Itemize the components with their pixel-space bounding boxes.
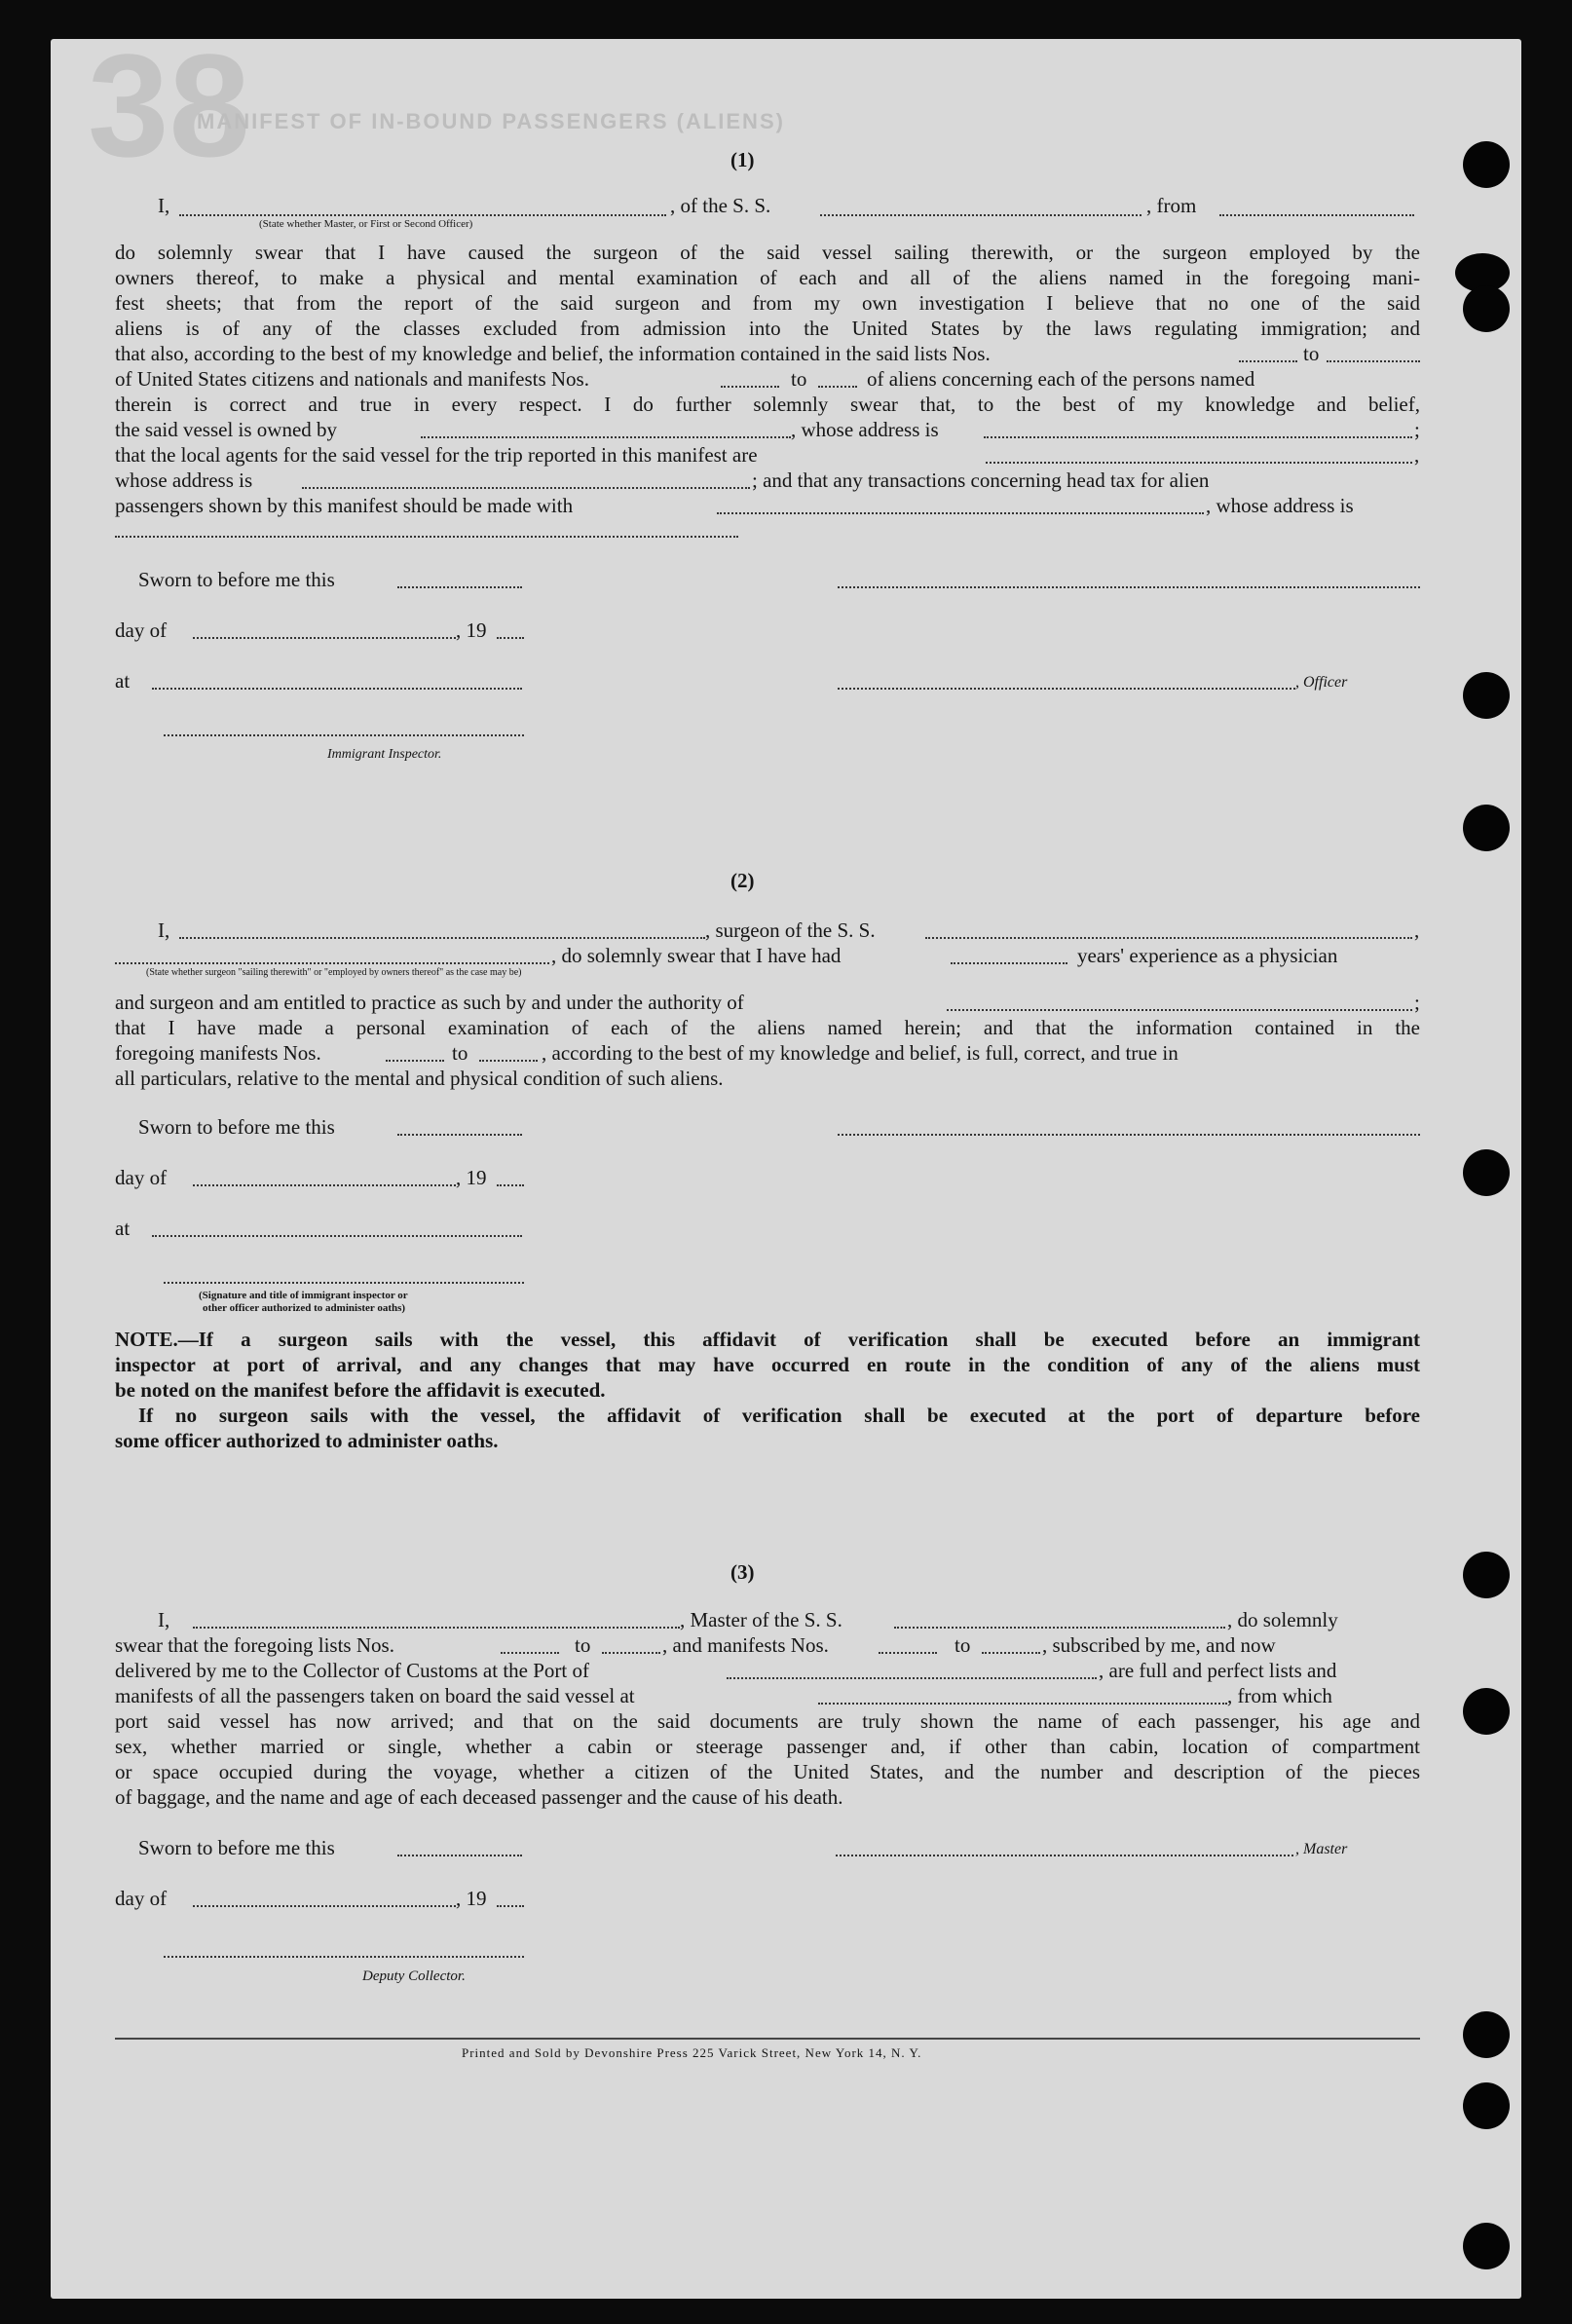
s2-status-hint: (State whether surgeon "sailing therewith" or "employed by owners thereof" as the case may be) <box>146 967 522 978</box>
s1-manifests-from-field[interactable] <box>721 386 779 388</box>
s3-para-line-1a: swear that the foregoing lists Nos. <box>115 1633 394 1657</box>
s1-head-tax-address-field[interactable] <box>115 536 738 538</box>
s1-para-line-2: owners thereof, to make a physical and mental examination of each and all of the aliens named in the foregoing mani- <box>115 266 1420 289</box>
s1-para-line-8b: , whose address is <box>791 418 939 441</box>
s1-para-line-8c: ; <box>1414 418 1420 441</box>
s3-master-ss: , Master of the S. S. <box>680 1608 842 1631</box>
s2-para-line-3a: foregoing manifests Nos. <box>115 1041 321 1065</box>
s1-manifests-to-field[interactable] <box>818 386 857 388</box>
s2-sig-hint-1: (Signature and title of immigrant inspector or <box>199 1290 408 1301</box>
s2-para-line-2: that I have made a personal examination of each of the aliens named herein; and that the information contained in the <box>115 1016 1420 1039</box>
s2-day-of-field[interactable] <box>193 1184 456 1186</box>
s3-sworn-label: Sworn to before me this <box>138 1836 335 1859</box>
s3-para-line-2b: , are full and perfect lists and <box>1099 1659 1337 1682</box>
s2-surgeon-signature-field[interactable] <box>838 1134 1420 1136</box>
s2-para-line-3c: , according to the best of my knowledge and belief, is full, correct, and true in <box>542 1041 1179 1065</box>
s2-vessel-field[interactable] <box>925 937 1412 939</box>
s1-para-line-11b: , whose address is <box>1206 494 1354 517</box>
note-line-4: If no surgeon sails with the vessel, the affidavit of verification shall be executed at the port of departure before <box>138 1404 1420 1427</box>
s1-para-line-5a: that also, according to the best of my knowledge and belief, the information contained in the said lists Nos. <box>115 342 991 365</box>
s1-sworn-date-field[interactable] <box>397 586 522 588</box>
s3-master-label: , Master <box>1295 1841 1348 1857</box>
punch-hole-11 <box>1463 2223 1510 2269</box>
s2-swear: , do solemnly swear that I have had <box>551 944 842 967</box>
s1-lists-to-field[interactable] <box>1327 360 1420 362</box>
s3-deputy-label: Deputy Collector. <box>362 1968 466 1984</box>
s3-lists-to-field[interactable] <box>602 1652 660 1654</box>
s3-para-line-1b: to <box>575 1633 591 1657</box>
s3-para-line-3a: manifests of all the passengers taken on board the said vessel at <box>115 1684 635 1707</box>
s2-surgeon-status-field[interactable] <box>115 962 549 964</box>
s3-i: I, <box>158 1608 170 1631</box>
s3-year-field[interactable] <box>497 1905 524 1907</box>
s1-para-line-9a: that the local agents for the said vessel for the trip reported in this manifest are <box>115 443 758 467</box>
s1-from: , from <box>1146 194 1197 217</box>
s1-officer-name-field[interactable] <box>179 214 666 216</box>
s1-para-line-9b: , <box>1414 443 1420 467</box>
s1-owner-field[interactable] <box>421 436 791 438</box>
note-line-3: be noted on the manifest before the affidavit is executed. <box>115 1378 606 1402</box>
s1-para-line-6a: of United States citizens and nationals and manifests Nos. <box>115 367 589 391</box>
s2-i: I, <box>158 918 170 942</box>
s3-para-line-7: of baggage, and the name and age of each deceased passenger and the cause of his death. <box>115 1785 843 1809</box>
note-line-5: some officer authorized to administer oaths. <box>115 1429 499 1452</box>
punch-hole-5 <box>1463 805 1510 851</box>
section-1-number: (1) <box>730 148 755 171</box>
s3-customs-port-field[interactable] <box>727 1677 1097 1679</box>
s2-authority-field[interactable] <box>947 1009 1412 1011</box>
s3-para-line-6: or space occupied during the voyage, whether a citizen of the United States, and the number and description of the pieces <box>115 1760 1420 1783</box>
s3-day-of-field[interactable] <box>193 1905 456 1907</box>
s2-para-line-4: all particulars, relative to the mental and physical condition of such aliens. <box>115 1067 724 1090</box>
s1-inspector-signature-field[interactable] <box>164 734 524 736</box>
s1-para-line-5b: to <box>1303 342 1320 365</box>
s1-officer-signature-top-field[interactable] <box>838 586 1420 588</box>
s1-para-line-6b: to <box>791 367 807 391</box>
s3-para-line-4: port said vessel has now arrived; and that on the said documents are truly shown the name of each passenger, his age and <box>115 1709 1420 1733</box>
s3-lists-from-field[interactable] <box>501 1652 559 1654</box>
s1-from-port-field[interactable] <box>1219 214 1414 216</box>
note-line-2: inspector at port of arrival, and any changes that may have occurred en route in the condition of any of the aliens must <box>115 1353 1420 1376</box>
s1-day-of-label: day of <box>115 618 168 642</box>
punch-hole-6 <box>1463 1149 1510 1196</box>
punch-hole-8 <box>1463 1688 1510 1735</box>
s3-para-line-2a: delivered by me to the Collector of Customs at the Port of <box>115 1659 589 1682</box>
s1-at-label: at <box>115 669 131 693</box>
s3-para-line-1e: , subscribed by me, and now <box>1042 1633 1276 1657</box>
s1-para-line-4: aliens is of any of the classes excluded from admission into the United States by the laws regulating immigration; and <box>115 317 1420 340</box>
s1-officer-hint: (State whether Master, or First or Second Officer) <box>259 218 473 230</box>
footer-rule <box>115 2038 1420 2040</box>
s2-para-line-1b: ; <box>1414 991 1420 1014</box>
punch-hole-1 <box>1463 141 1510 188</box>
form-sheet <box>51 23 1521 2299</box>
s2-sworn-date-field[interactable] <box>397 1134 522 1136</box>
s2-year-label: , 19 <box>456 1166 487 1189</box>
s3-manifests-to-field[interactable] <box>982 1652 1040 1654</box>
s1-para-line-10b: ; and that any transactions concerning head tax for alien <box>752 469 1210 492</box>
s2-at-label: at <box>115 1217 131 1240</box>
watermark-number: 38 <box>88 23 250 187</box>
punch-hole-7 <box>1463 1552 1510 1598</box>
s2-para-line-1a: and surgeon and am entitled to practice as such by and under the authority of <box>115 991 744 1014</box>
s2-at-field[interactable] <box>152 1235 522 1237</box>
s2-surgeon-name-field[interactable] <box>179 937 705 939</box>
s1-inspector-label: Immigrant Inspector. <box>327 747 442 762</box>
s3-para-line-1c: , and manifests Nos. <box>662 1633 829 1657</box>
s1-officer-label: , Officer <box>1295 674 1348 691</box>
s1-para-line-7: therein is correct and true in every respect. I do further solemnly swear that, to the best of my knowledge and belief, <box>115 393 1420 416</box>
s1-para-line-8a: the said vessel is owned by <box>115 418 338 441</box>
s1-para-line-10a: whose address is <box>115 469 253 492</box>
s1-year-field[interactable] <box>497 637 524 639</box>
s1-agents-address-field[interactable] <box>302 487 750 489</box>
s1-day-of-field[interactable] <box>193 637 456 639</box>
s1-i: I, <box>158 194 170 217</box>
s2-manifests-from-field[interactable] <box>386 1060 444 1062</box>
s2-manifests-to-field[interactable] <box>479 1060 538 1062</box>
s2-para-line-3b: to <box>452 1041 468 1065</box>
printer-imprint: Printed and Sold by Devonshire Press 225 Varick Street, New York 14, N. Y. <box>462 2045 922 2060</box>
s1-sworn-label: Sworn to before me this <box>138 568 335 591</box>
s3-day-of-label: day of <box>115 1887 168 1910</box>
s3-master-signature-field[interactable] <box>836 1855 1293 1856</box>
s3-para-line-5: sex, whether married or single, whether a cabin or steerage passenger and, if other than cabin, location of compartment <box>115 1735 1420 1758</box>
punch-hole-9 <box>1463 2011 1510 2058</box>
s1-year-label: , 19 <box>456 618 487 642</box>
punch-hole-3 <box>1463 285 1510 332</box>
s3-solemnly: , do solemnly <box>1227 1608 1338 1631</box>
punch-hole-10 <box>1463 2082 1510 2129</box>
s1-para-line-6c: of aliens concerning each of the persons named <box>867 367 1255 391</box>
s2-day-of-label: day of <box>115 1166 168 1189</box>
s3-deputy-signature-field[interactable] <box>164 1956 524 1958</box>
section-3-number: (3) <box>730 1560 755 1584</box>
s1-agents-field[interactable] <box>986 462 1412 464</box>
s3-para-line-1d: to <box>954 1633 971 1657</box>
s1-head-tax-party-field[interactable] <box>717 512 1204 514</box>
s3-year-label: , 19 <box>456 1887 487 1910</box>
watermark-heading: MANIFEST OF IN-BOUND PASSENGERS (ALIENS) <box>197 109 785 133</box>
s1-vessel-name-field[interactable] <box>820 214 1142 216</box>
s1-lists-from-field[interactable] <box>1239 360 1297 362</box>
note-line-1: NOTE.—If a surgeon sails with the vessel, this affidavit of verification shall be executed before an immigrant <box>115 1328 1420 1351</box>
s3-vessel-field[interactable] <box>894 1627 1225 1629</box>
s2-sworn-label: Sworn to before me this <box>138 1115 335 1139</box>
s1-of-ss: , of the S. S. <box>670 194 771 217</box>
punch-hole-4 <box>1463 672 1510 719</box>
s1-para-line-3: fest sheets; that from the report of the said surgeon and from my own investigation I believe that no one of the said <box>115 291 1420 315</box>
s1-para-line-11a: passengers shown by this manifest should be made with <box>115 494 574 517</box>
s2-comma: , <box>1414 918 1420 942</box>
s3-boarding-port-field[interactable] <box>818 1703 1227 1705</box>
s1-at-field[interactable] <box>152 688 522 690</box>
s2-years: years' experience as a physician <box>1077 944 1338 967</box>
s1-owner-address-field[interactable] <box>984 436 1412 438</box>
s1-para-line-1: do solemnly swear that I have caused the surgeon of the said vessel sailing therewith, or the surgeon employed by the <box>115 241 1420 264</box>
s1-officer-signature-field[interactable] <box>838 688 1295 690</box>
s3-sworn-date-field[interactable] <box>397 1855 522 1856</box>
s2-year-field[interactable] <box>497 1184 524 1186</box>
s2-inspector-signature-field[interactable] <box>164 1282 524 1284</box>
s3-manifests-from-field[interactable] <box>879 1652 937 1654</box>
section-2-number: (2) <box>730 869 755 892</box>
s2-sig-hint-2: other officer authorized to administer oaths) <box>203 1302 406 1314</box>
s3-para-line-3b: , from which <box>1227 1684 1332 1707</box>
s2-surgeon-ss: , surgeon of the S. S. <box>705 918 876 942</box>
s3-master-name-field[interactable] <box>193 1627 680 1629</box>
s2-years-field[interactable] <box>951 962 1067 964</box>
